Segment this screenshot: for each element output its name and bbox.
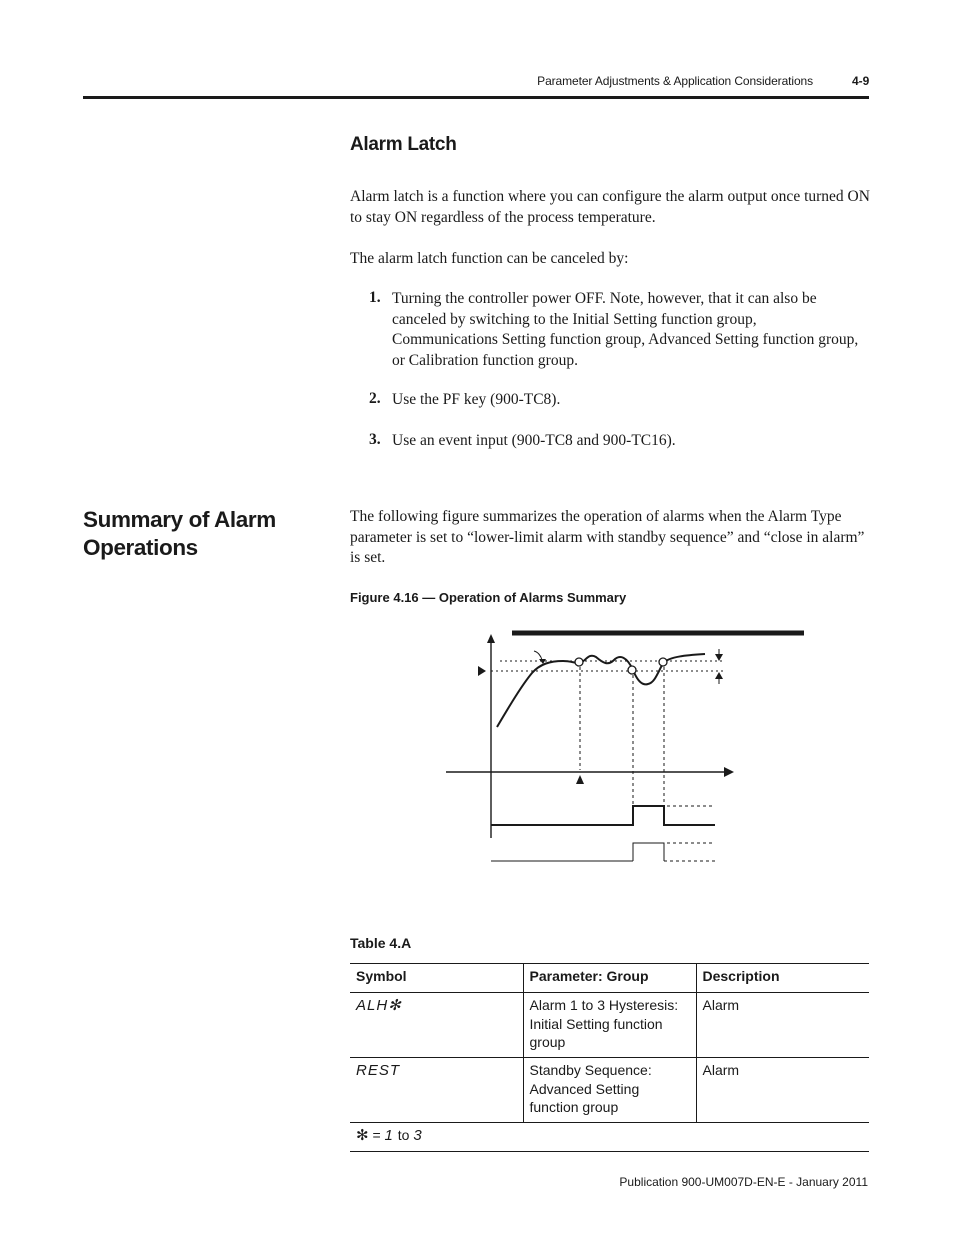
alarm-latch-cancel-intro: The alarm latch function can be canceled by: [350,250,629,267]
table-footnote [350,1123,869,1152]
alarm-status-signal [633,843,664,861]
column-header-symbol: Symbol [350,964,523,993]
process-value-curve [497,654,705,727]
table-row [350,993,869,1058]
column-header-parameter: Parameter: Group [523,964,696,993]
list-item-text: Turning the controller power OFF. Note, however, that it can also be canceled by switching to the Initial Setting function group, Communications Setting function group, Advanced Setting function group, or Calibration function group. [392,290,859,369]
y-axis-arrow [487,634,495,643]
symbol-cell: REST [356,1062,401,1079]
standby-cancel-marker [576,775,584,784]
table-footnote-row [350,1123,869,1152]
running-header: Parameter Adjustments & Application Considerations [537,74,813,88]
figure-caption: Figure 4.16 — Operation of Alarms Summary [350,590,627,605]
table-header-row [350,964,869,993]
description-cell: Alarm [696,993,869,1058]
list-item-number: 3. [369,431,381,448]
column-header-description: Description [696,964,869,993]
publication-footer: Publication 900-UM007D-EN-E - January 2011 [619,1175,868,1189]
list-item-number: 1. [369,289,381,306]
alarm-latch-intro: Alarm latch is a function where you can configure the alarm output once turned ON to stay ON regardless of the process temperature. [350,188,870,226]
x-axis-arrow [724,767,734,777]
description-cell: Alarm [696,1058,869,1123]
summary-text: The following figure summarizes the operation of alarms when the Alarm Type parameter is set to “lower-limit alarm with standby sequence” and “close in alarm” is set. [350,508,865,566]
alarm-latch-heading: Alarm Latch [350,134,457,155]
table-caption: Table 4.A [350,935,412,951]
table-row [350,1058,869,1123]
list-item-text: Use the PF key (900-TC8). [392,391,561,408]
footnote-from: 1 [384,1127,394,1144]
footnote-star: ✻ [356,1127,369,1144]
transition-marker [575,658,583,666]
parameter-cell: Alarm 1 to 3 Hysteresis: Initial Setting function group [523,993,696,1058]
parameters-table [350,963,869,1152]
footnote-to-word: to [397,1127,410,1143]
transition-marker [628,666,636,674]
curve-pointer [534,651,542,660]
transition-marker [659,658,667,666]
symbol-cell: ALH✻ [356,997,402,1014]
alarm-output-signal [491,806,715,825]
footnote-equals: = [372,1127,381,1143]
page-number: 4-9 [852,74,870,88]
set-point-marker [478,666,486,676]
footnote-to: 3 [413,1127,423,1144]
list-item-number: 2. [369,390,381,407]
parameter-cell: Standby Sequence: Advanced Setting function group [523,1058,696,1123]
list-item-text: Use an event input (900-TC8 and 900-TC16). [392,432,676,449]
summary-heading: Summary of Alarm Operations [83,507,276,560]
